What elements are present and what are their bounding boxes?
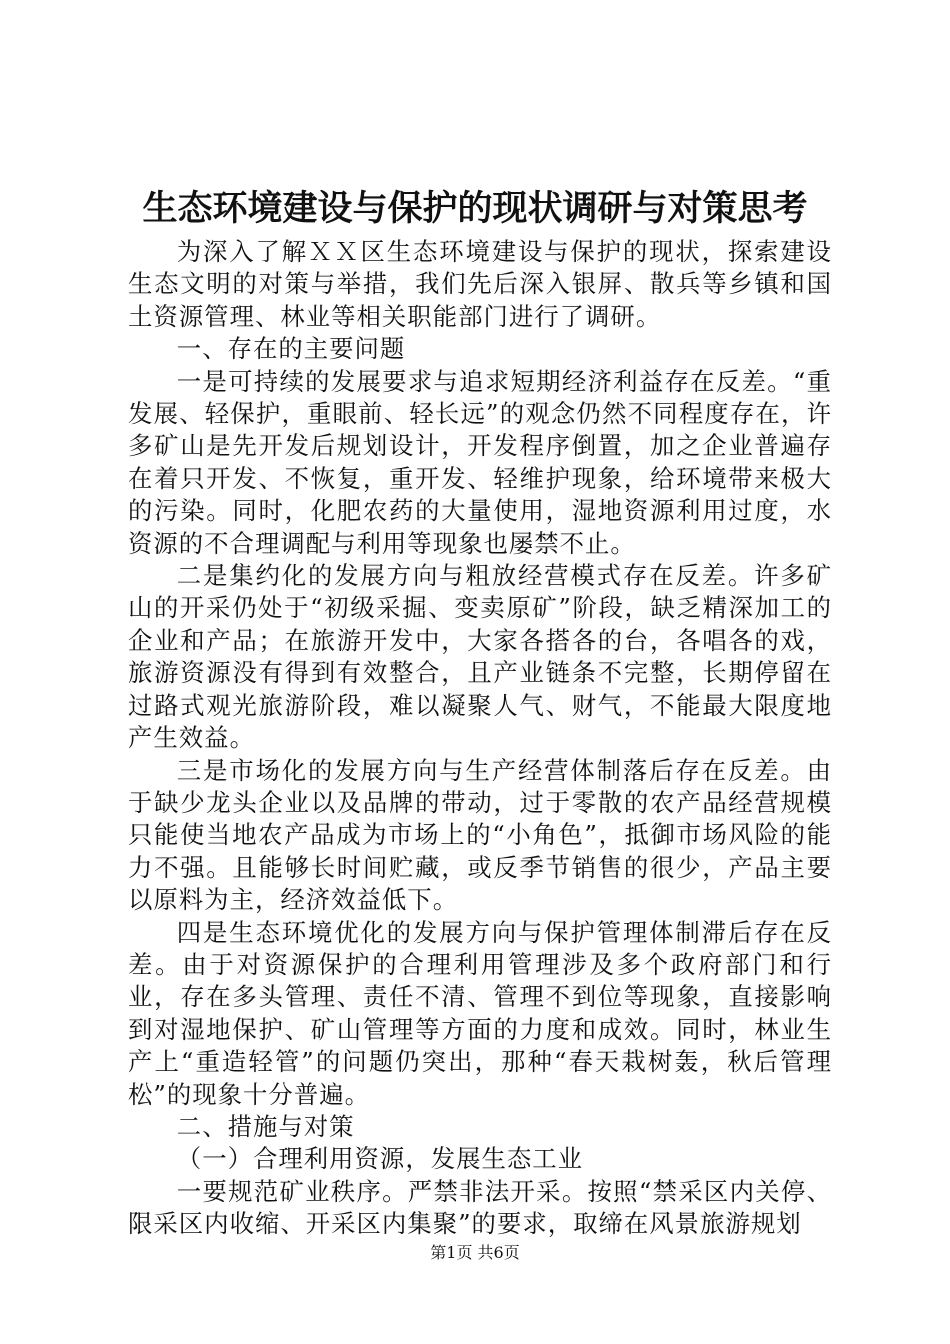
measure-paragraph-1: 一要规范矿业秩序。严禁非法开采。按照“禁采区内关停、限采区内收缩、开采区内集聚”的要求，取缔在风景旅游规划 — [128, 1176, 832, 1239]
document-title: 生态环境建设与保护的现状调研与对策思考 — [142, 188, 808, 229]
intro-paragraph: 为深入了解ＸＸ区生态环境建设与保护的现状，探索建设生态文明的对策与举措，我们先后深入银屏、散兵等乡镇和国土资源管理、林业等相关职能部门进行了调研。 — [128, 237, 832, 331]
problem-paragraph-2: 二是集约化的发展方向与粗放经营模式存在反差。许多矿山的开采仍处于“初级采掘、变卖原矿”阶段，缺乏精深加工的企业和产品；在旅游开发中，大家各搭各的台，各唱各的戏，旅游资源没有得到有效整合，且产业链条不完整，长期停留在过路式观光旅游阶段，难以凝聚人气、财气，不能最大限度地产生效益。 — [128, 561, 832, 753]
problem-paragraph-4: 四是生态环境优化的发展方向与保护管理体制滞后存在反差。由于对资源保护的合理利用管理涉及多个政府部门和行业，存在多头管理、责任不清、管理不到位等现象，直接影响到对湿地保护、矿山管理等方面的力度和成效。同时，林业生产上“重造轻管”的问题仍突出，那种“春天栽树轰，秋后管理松”的现象十分普遍。 — [128, 917, 832, 1109]
section-heading-measures: 二、措施与对策 — [176, 1111, 355, 1141]
problem-paragraph-3: 三是市场化的发展方向与生产经营体制落后存在反差。由于缺少龙头企业以及品牌的带动，过于零散的农产品经营规模只能使当地农产品成为市场上的“小角色”，抵御市场风险的能力不强。且能够长时间贮藏，或反季节销售的很少，产品主要以原料为主，经济效益低下。 — [128, 755, 832, 915]
problem-paragraph-1: 一是可持续的发展要求与追求短期经济利益存在反差。“重发展、轻保护，重眼前、轻长远”的观念仍然不同程度存在，许多矿山是先开发后规划设计，开发程序倒置，加之企业普遍存在着只开发、不恢复，重开发、轻维护现象，给环境带来极大的污染。同时，化肥农药的大量使用，湿地资源利用过度，水资源的不合理调配与利用等现象也屡禁不止。 — [128, 366, 832, 558]
subsection-heading-1: （一）合理利用资源，发展生态工业 — [176, 1144, 584, 1174]
section-heading-problems: 一、存在的主要问题 — [176, 334, 406, 364]
page-footer: 第1页 共6页 — [430, 1243, 520, 1262]
document-body — [128, 236, 832, 1241]
